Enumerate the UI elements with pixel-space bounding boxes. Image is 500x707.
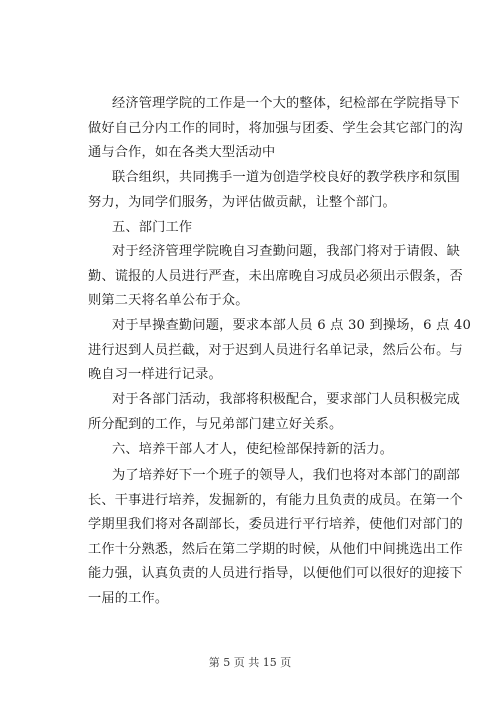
text-line: 为了培养好下一个班子的领导人，我们也将对本部门的副部 [112, 468, 461, 483]
paragraph-evening-study-check [88, 240, 468, 314]
text-line: 则第二天将名单公布于众。 [88, 293, 249, 308]
heading-text: 六、培养干部人才人，使纪检部保持新的活力。 [112, 442, 394, 457]
paragraph-cadre-training [88, 464, 468, 611]
page-footer [0, 654, 500, 670]
text-line: 晚自习一样进行记录。 [88, 367, 222, 382]
text-line: 对于各部门活动，我部将积极配合，要求部门人员积极完成 [112, 392, 461, 407]
text-line: 做好自己分内工作的同时，将加强与团委、学生会其它部门的沟 [88, 120, 463, 136]
page-number: 第 5 页 共 15 页 [208, 656, 292, 669]
text-line: 通与合作，如在各类大型活动中 [88, 145, 276, 160]
text-line: 经济管理学院的工作是一个大的整体，纪检部在学院指导下 [112, 96, 461, 111]
text-line: 联合组织，共同携手一道为创造学校良好的教学秩序和氛围 [112, 170, 461, 185]
section-heading-5 [88, 216, 468, 241]
section-heading-6 [88, 438, 468, 463]
text-line: 进行迟到人员拦截，对于迟到人员进行名单记录，然后公布。与 [88, 342, 463, 358]
text-line: 勤、谎报的人员进行严查，未出席晚自习成员必须出示假条，否 [88, 268, 463, 284]
paragraph-cooperation [88, 92, 468, 166]
text-line: 对于经济管理学院晚自习查勤问题，我部门将对于请假、缺 [112, 244, 461, 259]
paragraph-morning-exercise-check [88, 314, 472, 388]
text-line: 一届的工作。 [88, 590, 169, 606]
text-line: 长、干事进行培养，发掘新的，有能力且负责的成员。在第一个 [88, 492, 463, 508]
text-line: 工作十分熟悉，然后在第二学期的时候，从他们中间挑选出工作 [88, 541, 463, 557]
text-line: 能力强，认真负责的人员进行指导，以便他们可以很好的迎接下 [88, 566, 463, 581]
text-line: 所分配到的工作，与兄弟部门建立好关系。 [88, 416, 343, 432]
text-line: 努力，为同学们服务，为评估做贡献，让整个部门。 [88, 194, 396, 210]
paragraph-department-activities [88, 388, 468, 437]
paragraph-joint-organization [88, 166, 468, 215]
text-line: 对于早操查勤问题，要求本部人员 6 点 30 到操场，6 点 40 [112, 318, 472, 333]
heading-text: 五、部门工作 [112, 220, 193, 235]
text-line: 学期里我们将对各副部长，委员进行平行培养，使他们对部门的 [88, 517, 463, 532]
